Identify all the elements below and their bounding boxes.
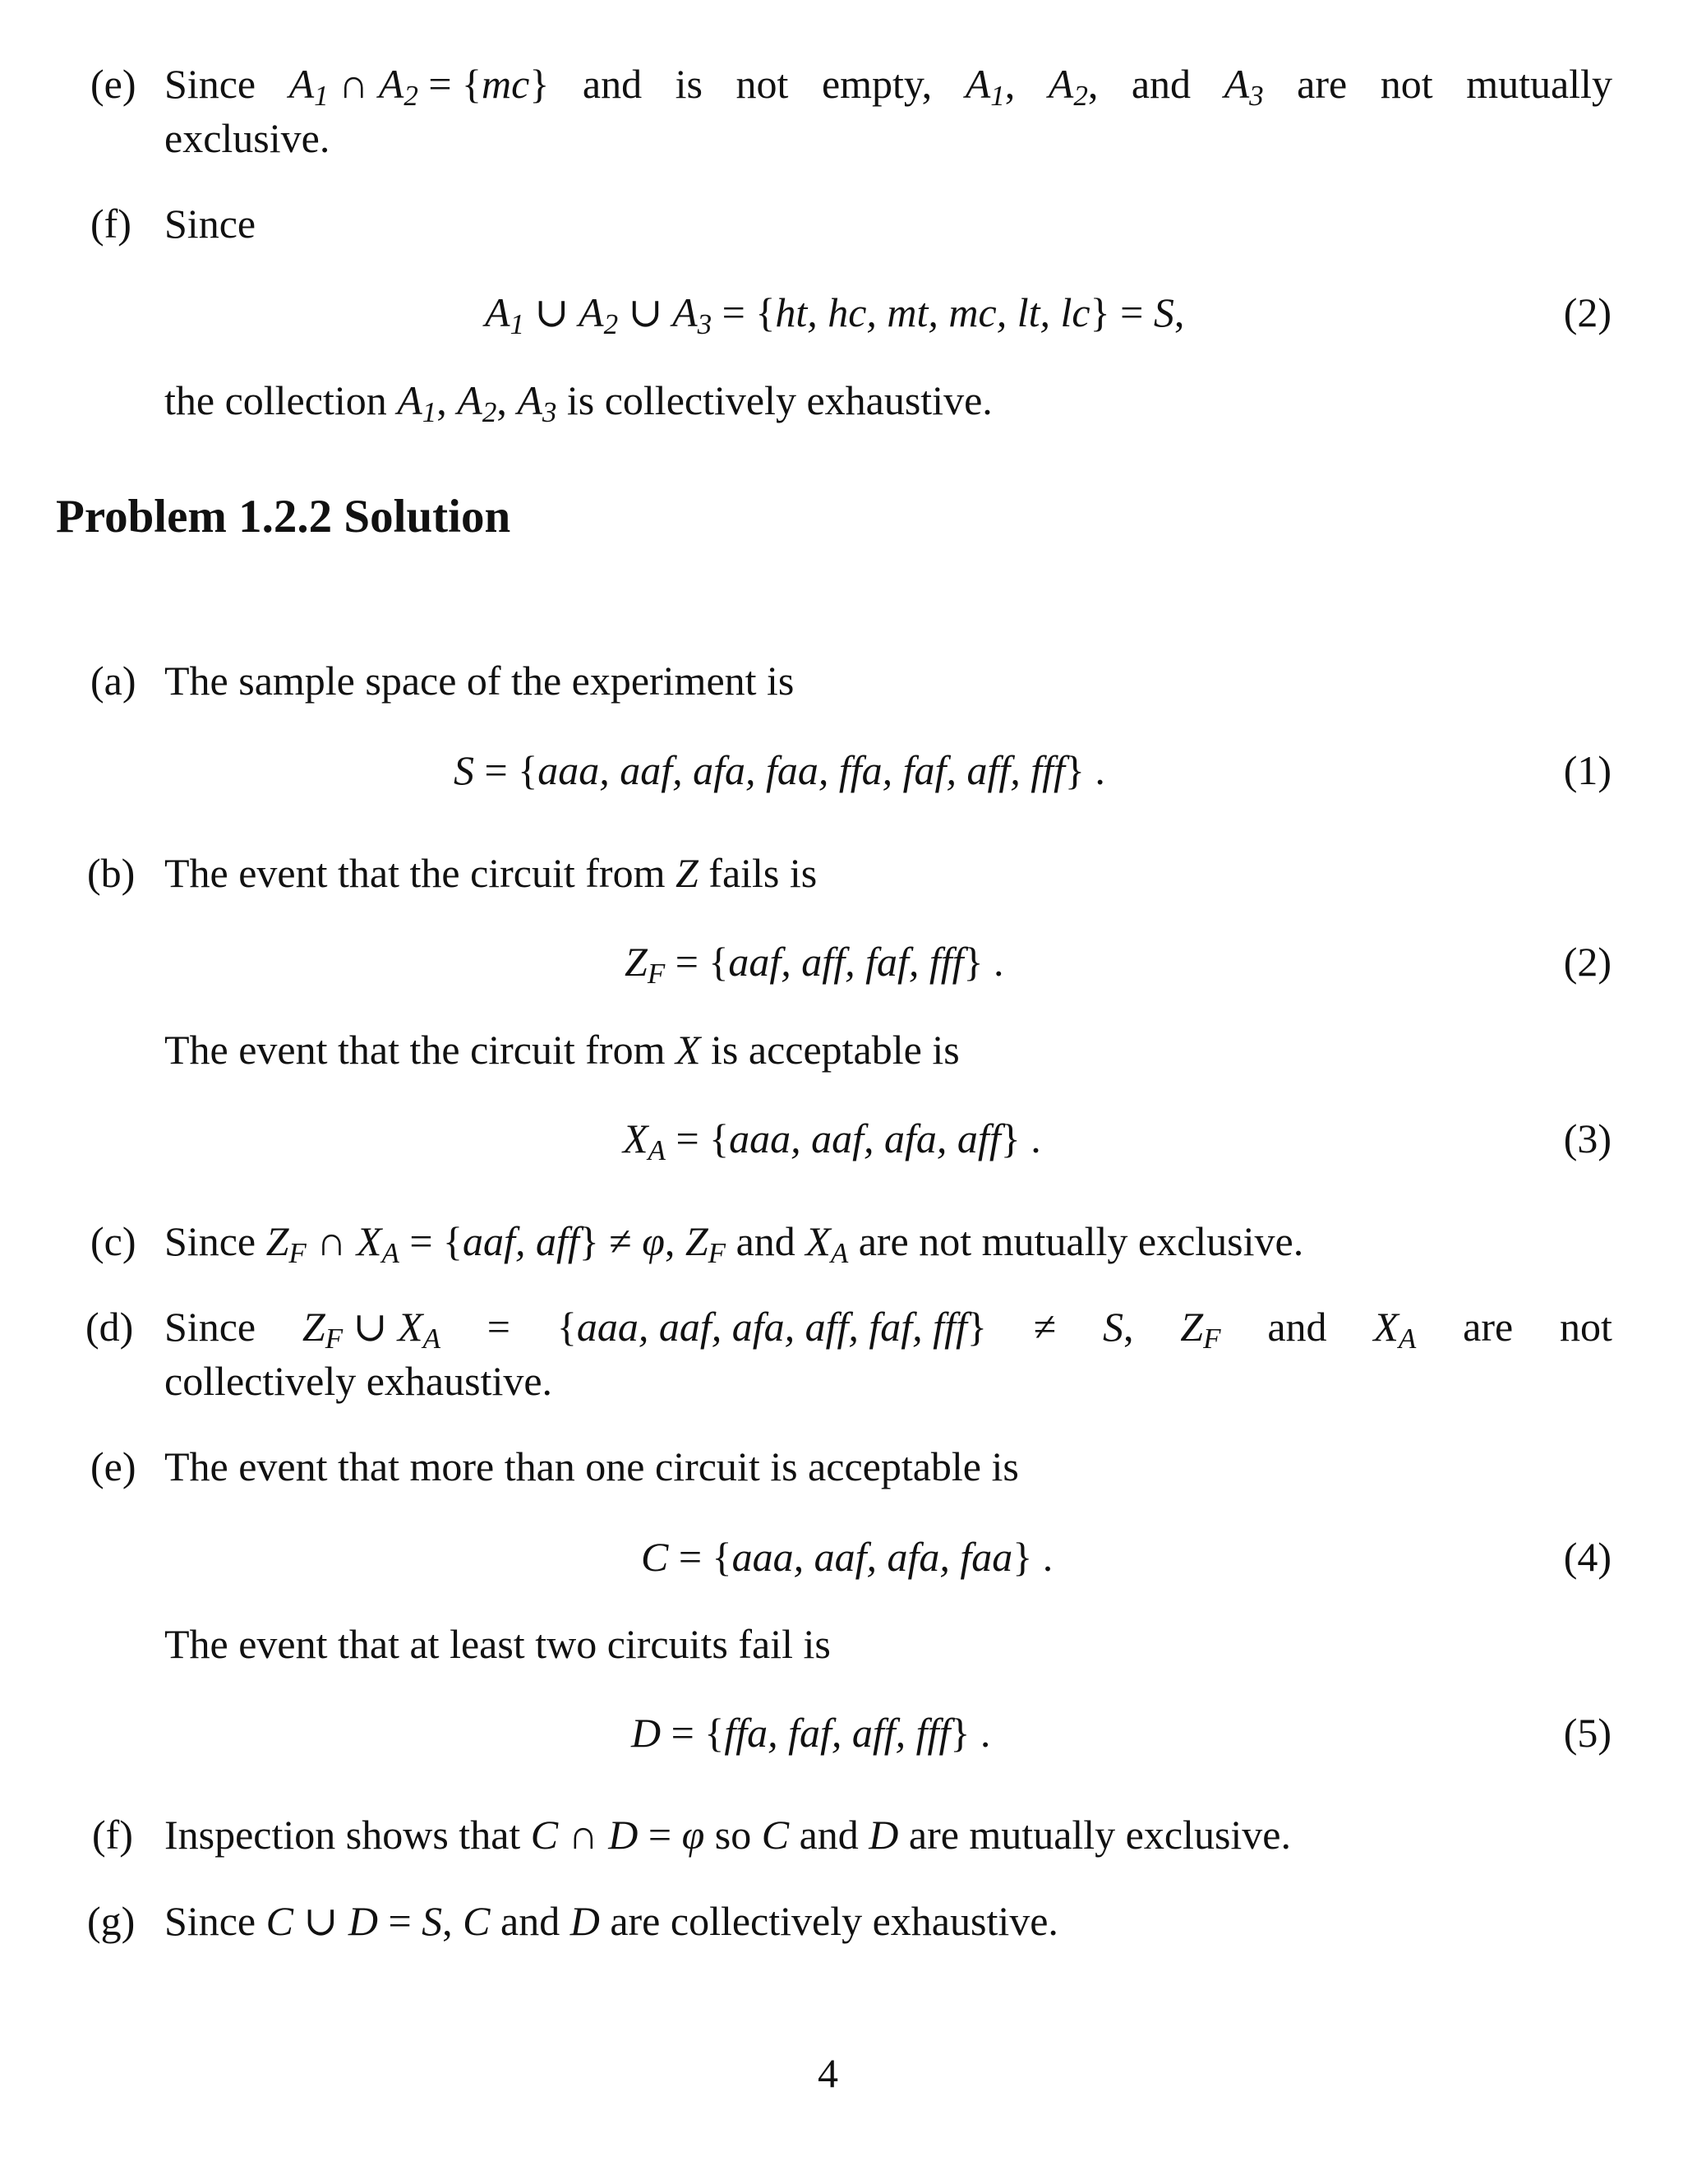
- top-e-line1-text: Since $A_1$ ∩ $A_2 = \{mc\}$ and is not empty, $A_1$, $A_2$, and $A_3$ are not mutually: [164, 61, 1612, 112]
- equation: $A_1$ ∪ $A_2$ ∪ $A_3 = \{ht$, hc, mt, mc, lt, lc} = S,: [485, 289, 1185, 340]
- item-label: (a): [90, 658, 136, 704]
- equation-number: (5): [1563, 1710, 1612, 1756]
- part-d-line1: Since $Z_F$ ∪ $X_A$ = {aaa, aaf, afa, aff, faf, fff} ≠ S, $Z_F$ and $X_A$ are not: [164, 1304, 1612, 1355]
- equation-number: (4): [1563, 1534, 1612, 1580]
- equation-number: (3): [1563, 1115, 1612, 1161]
- page-number: 4: [818, 2050, 838, 2096]
- item-label: (g): [87, 1898, 136, 1944]
- equation: $Z_F = \{aaf$, aff, faf, fff} .: [625, 939, 1004, 990]
- top-e-line1: [164, 58, 1612, 111]
- top-f-conclusion: the collection $A_1$, $A_2$, $A_3$ is collectively exhaustive.: [164, 377, 993, 428]
- part-a-text: The sample space of the experiment is: [164, 658, 795, 704]
- equation: S = {aaa, aaf, afa, faa, ffa, faf, aff, fff} .: [454, 747, 1105, 793]
- part-f-text: Inspection shows that C ∩ D = φ so C and D are mutually exclusive.: [164, 1812, 1291, 1858]
- item-label: (b): [87, 850, 136, 896]
- item-label: (f): [92, 1812, 133, 1858]
- part-b-text2: The event that the circuit from X is acceptable is: [164, 1027, 960, 1073]
- part-d-line2: collectively exhaustive.: [164, 1358, 553, 1404]
- item-label: (f): [90, 201, 131, 247]
- item-label: (e): [90, 61, 136, 107]
- item-label: (d): [85, 1304, 134, 1350]
- equation: $X_A = \{aaa$, aaf, afa, aff} .: [623, 1115, 1041, 1166]
- part-e-text2: The event that at least two circuits fail is: [164, 1621, 831, 1667]
- item-label: (e): [90, 1443, 136, 1489]
- part-c-text: Since $Z_F$ ∩ $X_A = \{aaf$, aff} ≠ φ, $Z_F$ and $X_A$ are not mutually exclusive.: [164, 1218, 1304, 1269]
- top-e-line2: exclusive.: [164, 115, 330, 161]
- equation: C = {aaa, aaf, afa, faa} .: [641, 1534, 1054, 1580]
- part-g-text: Since C ∪ D = S, C and D are collectively exhaustive.: [164, 1898, 1058, 1944]
- equation: D = {ffa, faf, aff, fff} .: [631, 1710, 991, 1756]
- part-e-text: The event that more than one circuit is acceptable is: [164, 1443, 1019, 1489]
- item-label: (c): [90, 1218, 136, 1264]
- equation-number: (2): [1563, 939, 1612, 985]
- part-b-text: The event that the circuit from Z fails is: [164, 850, 818, 896]
- top-f-intro: Since: [164, 201, 256, 247]
- equation-number: (1): [1563, 747, 1612, 793]
- equation-number: (2): [1563, 289, 1612, 335]
- section-heading: Problem 1.2.2 Solution: [56, 491, 511, 543]
